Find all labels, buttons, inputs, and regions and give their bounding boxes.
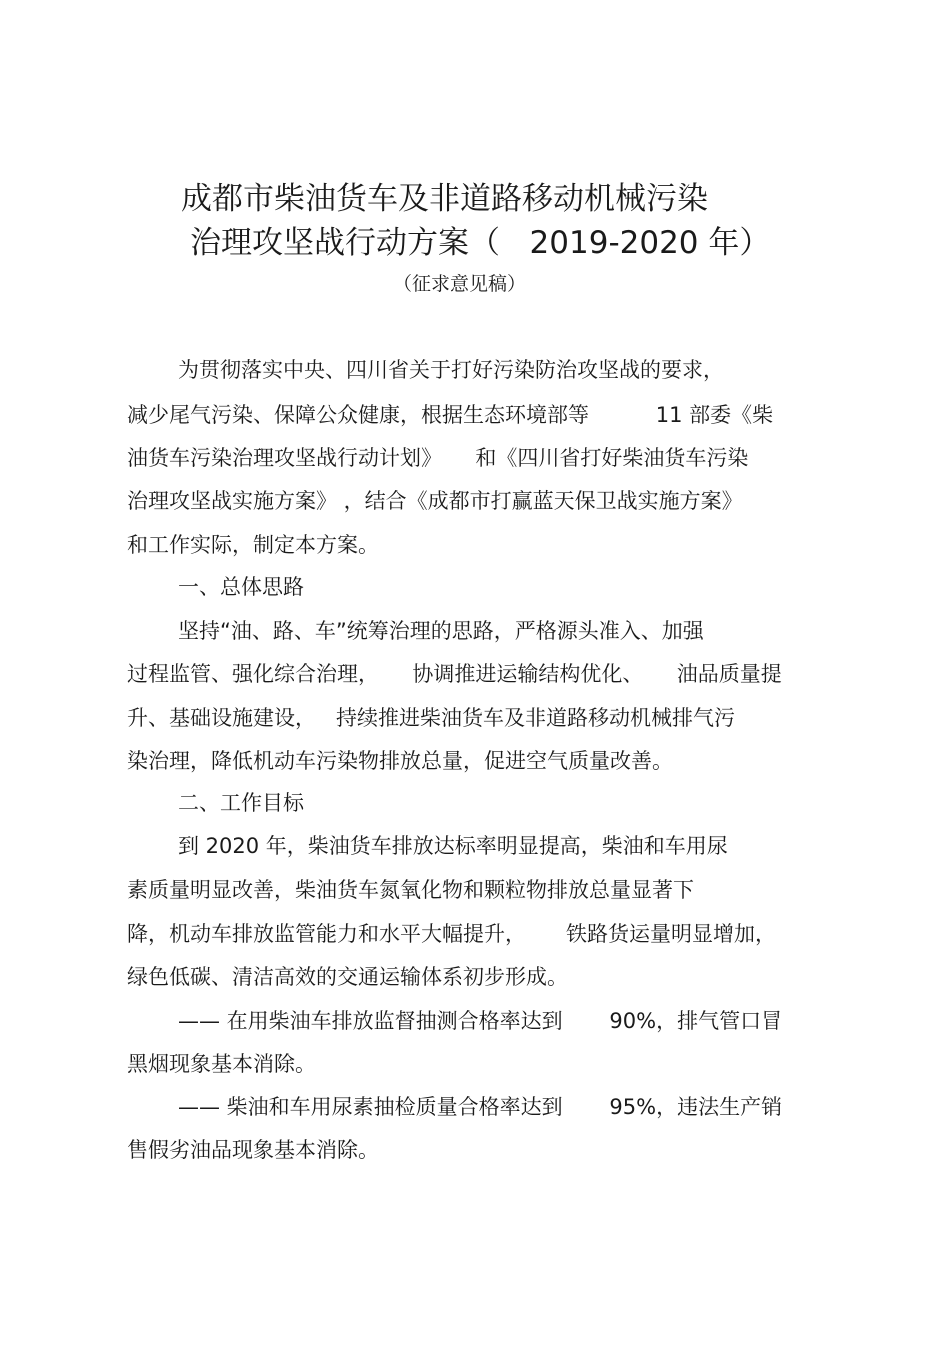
- intro-line: 减少尾气污染、保障公众健康，根据生态环境部等 11 部委《柴: [127, 403, 774, 427]
- section-heading-overall-approach: 一、总体思路: [178, 575, 304, 599]
- section1-line: 升、基础设施建设， 持续推进柴油货车及非道路移动机械排气污: [127, 706, 736, 730]
- section2-line: 素质量明显改善，柴油货车氮氧化物和颗粒物排放总量显著下: [127, 878, 694, 902]
- intro-line: 油货车污染治理攻坚战行动计划》 和《四川省打好柴油货车污染: [127, 446, 749, 470]
- section1-line: 坚持“油、路、车”统筹治理的思路，严格源头准入、加强: [178, 619, 704, 643]
- section2-line: 降，机动车排放监管能力和水平大幅提升， 铁路货运量明显增加，: [127, 922, 777, 946]
- section1-line: 过程监管、强化综合治理， 协调推进运输结构优化、 油品质量提: [127, 662, 782, 686]
- section2-line: 绿色低碳、清洁高效的交通运输体系初步形成。: [127, 965, 568, 989]
- document-subtitle: （征求意见稿）: [393, 273, 527, 295]
- intro-line: 和工作实际，制定本方案。: [127, 533, 379, 557]
- section1-line: 染治理，降低机动车污染物排放总量，促进空气质量改善。: [127, 749, 673, 773]
- section2-line: 到 2020 年，柴油货车排放达标率明显提高，柴油和车用尿: [178, 834, 728, 858]
- target-item-line: 售假劣油品现象基本消除。: [127, 1138, 379, 1162]
- section-heading-work-goals: 二、工作目标: [178, 791, 304, 815]
- document-title-line-1: 成都市柴油货车及非道路移动机械污染: [181, 181, 708, 217]
- intro-line: 为贯彻落实中央、四川省关于打好污染防治攻坚战的要求，: [178, 358, 724, 382]
- target-item-line: 黑烟现象基本消除。: [127, 1052, 316, 1076]
- target-item-line: —— 柴油和车用尿素抽检质量合格率达到 95%，违法生产销: [178, 1095, 783, 1119]
- target-item-line: —— 在用柴油车排放监督抽测合格率达到 90%，排气管口冒: [178, 1009, 783, 1033]
- document-title-line-2: 治理攻坚战行动方案（ 2019-2020 年）: [190, 225, 771, 261]
- intro-line: 治理攻坚战实施方案》 ，结合《成都市打赢蓝天保卫战实施方案》: [127, 489, 743, 513]
